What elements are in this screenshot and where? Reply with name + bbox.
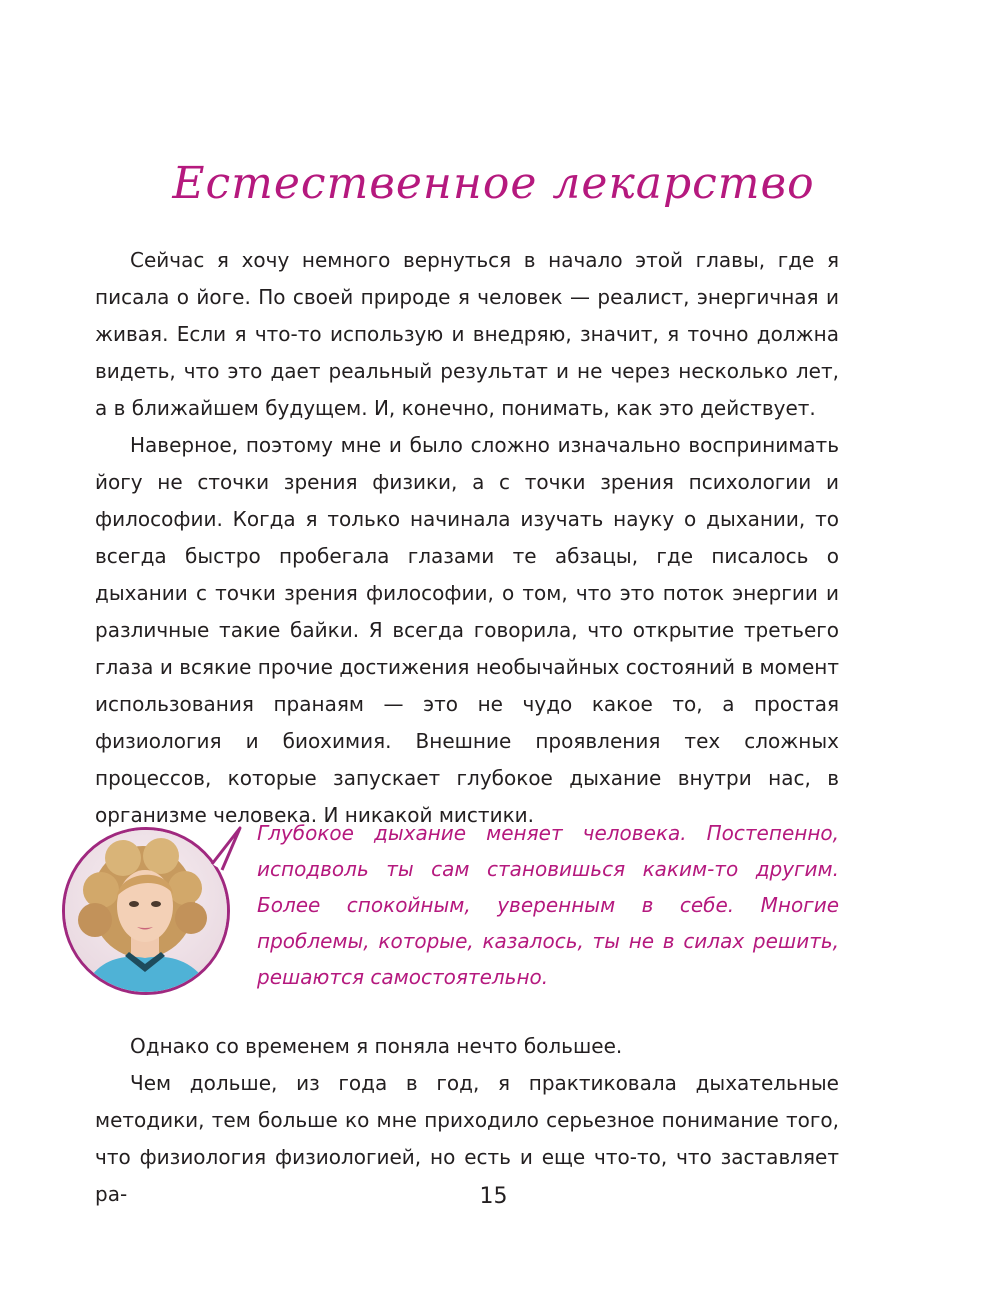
paragraph: Сейчас я хочу немного вернуться в начало этой главы, где я писала о йоге. По своей природе я человек — реалист, энергичная и живая. Если я что-то использую и внедряю, значит, я точно должна видеть, что это дает реальный результат и не через несколько лет, а в ближайшем будущем. И, конечно, понимать, как это действует. <box>95 248 839 420</box>
quote-block <box>60 812 850 1012</box>
page-number: 15 <box>479 1184 508 1209</box>
speech-bubble-tail-icon <box>210 824 244 874</box>
author-portrait <box>62 827 230 995</box>
paragraph: Наверное, поэтому мне и было сложно изначально воспринимать йогу не сточки зрения физики, а с точки зрения психологии и философии. Когда я только начинала изучать науку о дыхании, то всегда быстро пробегала глазами те абзацы, где писалось о дыхании с точки зрения философии, о том, что это поток энергии и различные такие байки. Я всегда говорила, что открытие третьего глаза и всякие прочие достижения необычайных состояний в момент использования пранаям — это не чудо какое то, а простая физиология и биохимия. Внешние проявления тех сложных процессов, которые запускает глубокое дыхание внутри нас, в организме человека. И никакой мистики. <box>95 433 839 827</box>
portrait-image <box>65 830 227 992</box>
chapter-title: Естественное лекарство <box>172 158 815 209</box>
body-text-top <box>95 242 839 834</box>
paragraph: Однако со временем я поняла нечто большее. <box>130 1034 623 1058</box>
paragraph: Чем дольше, из года в год, я практиковала дыхательные методики, тем больше ко мне приходило серьезное понимание того, что физиология физиологией, но есть и еще что-то, что заставляет ра- <box>95 1071 839 1206</box>
quote-text: Глубокое дыхание меняет человека. Постепенно, исподволь ты сам становишься каким-то другим. Более спокойным, уверенным в себе. Многие проблемы, которые, казалось, ты не в силах решить, решаются самостоятельно. <box>257 821 839 989</box>
